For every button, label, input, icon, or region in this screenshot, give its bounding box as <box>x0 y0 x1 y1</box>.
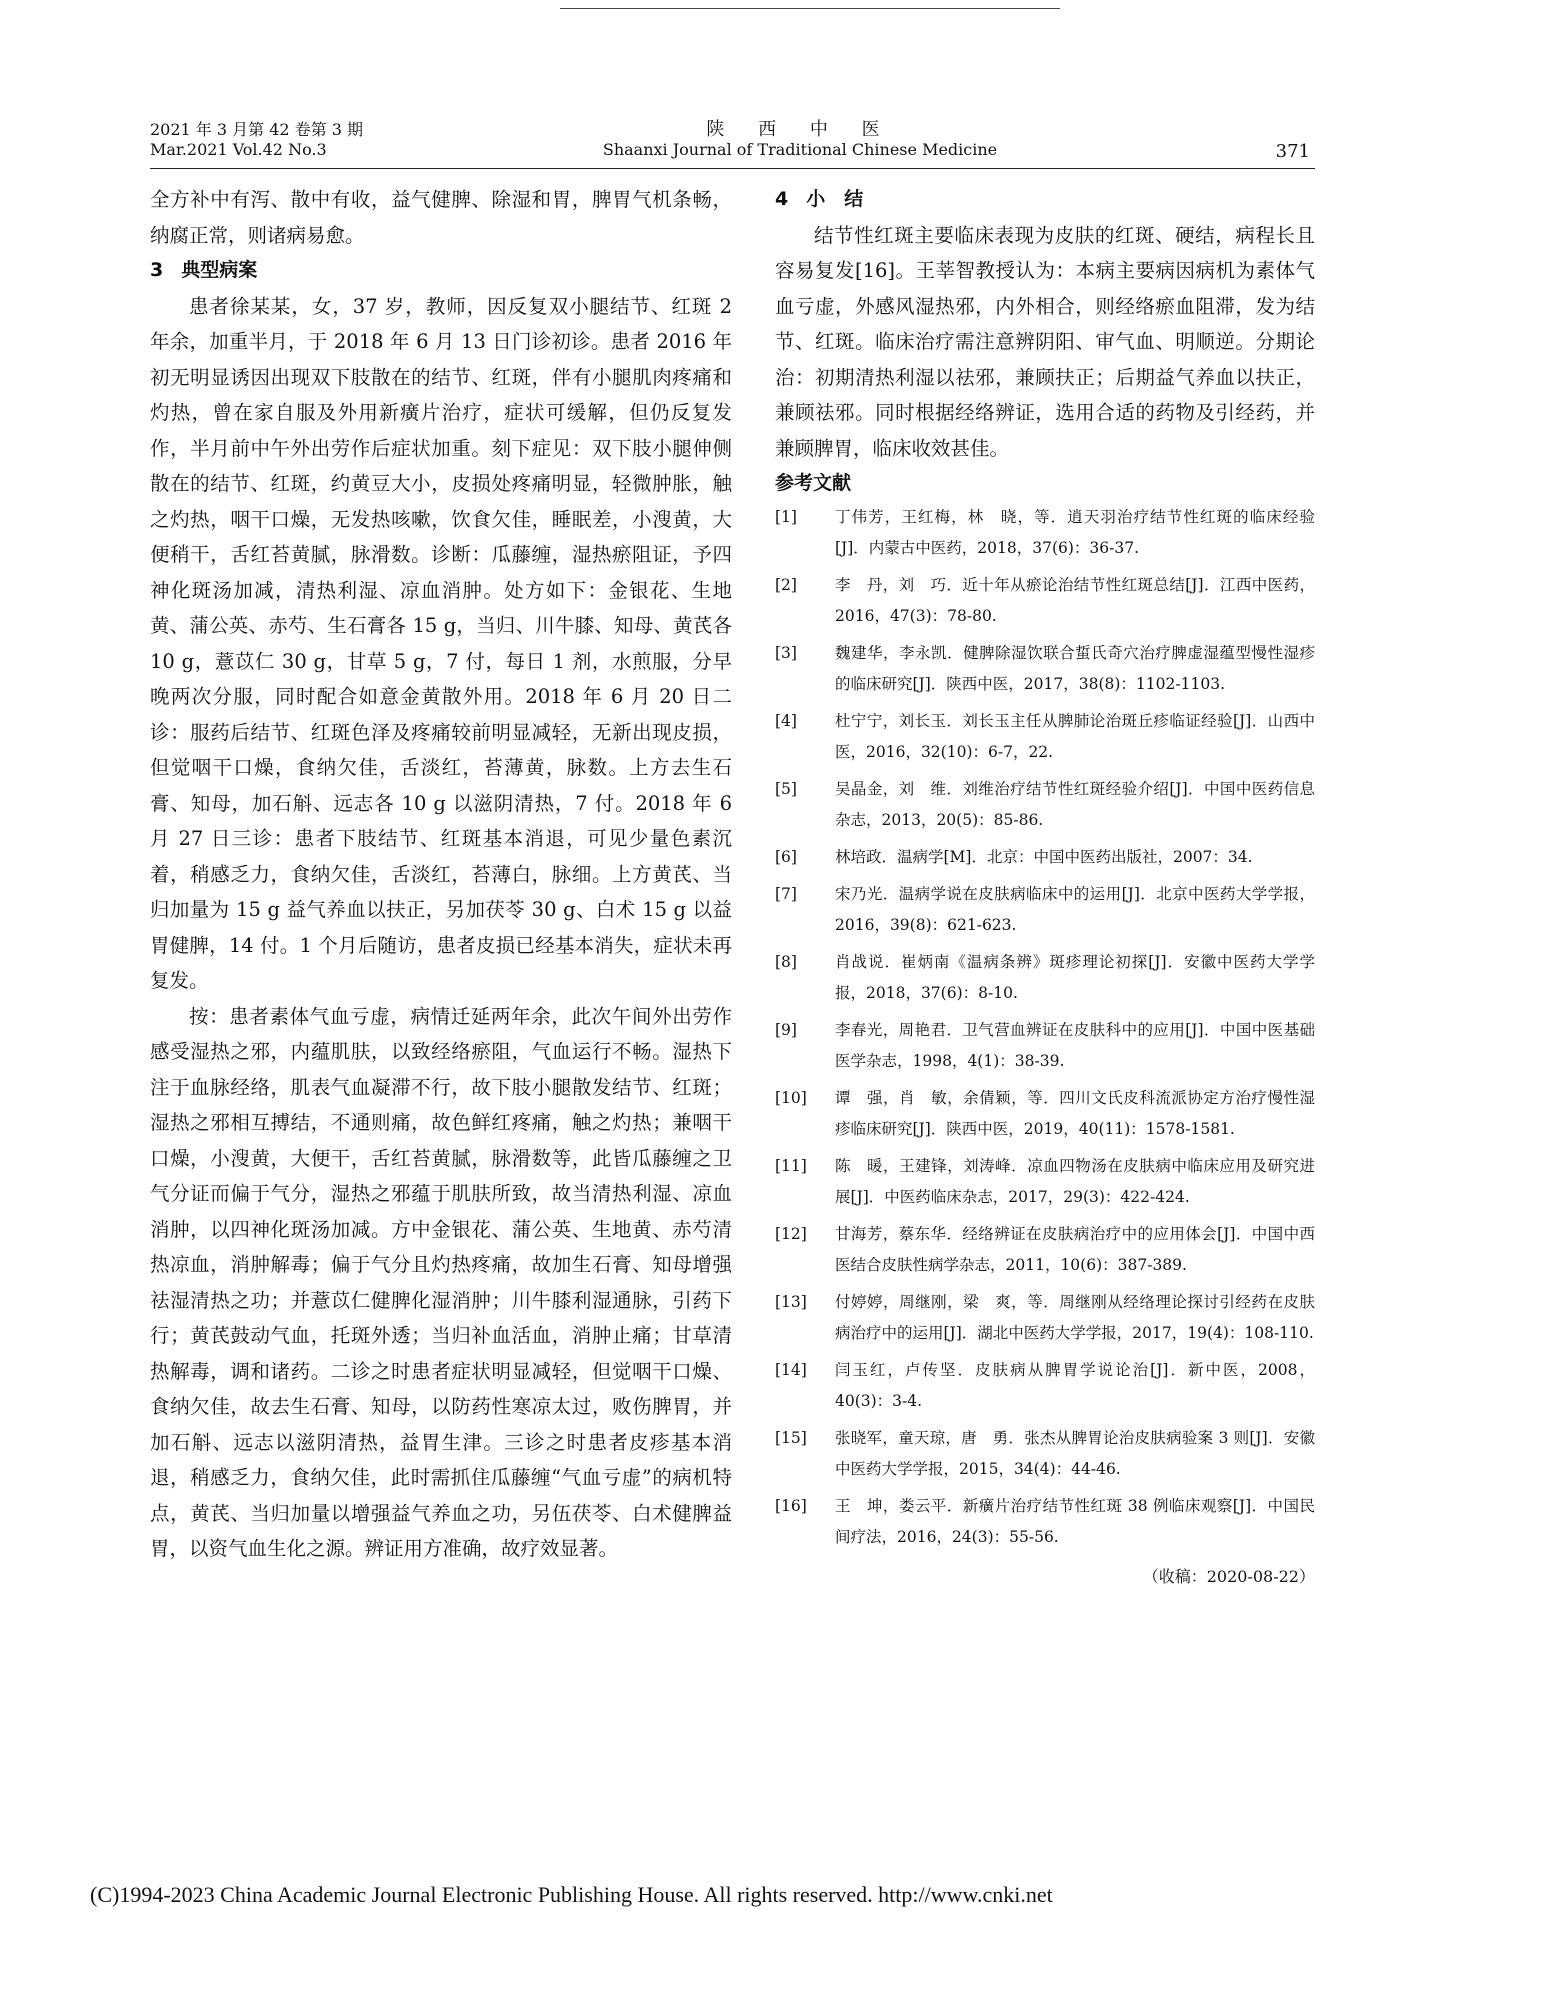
reference-number: [4] <box>775 711 797 730</box>
section-4-number: 4 <box>775 188 789 210</box>
reference-number: [10] <box>775 1088 807 1107</box>
section-4-heading <box>775 182 1315 218</box>
section-3-heading <box>150 253 732 289</box>
right-column <box>775 182 1315 1594</box>
references-heading: 参考文献 <box>775 472 852 494</box>
reference-number: [16] <box>775 1496 807 1515</box>
summary-paragraph: 结节性红斑主要临床表现为皮肤的红斑、硬结，病程长且容易复发[16]。王莘智教授认为：本病主要病因病机为素体气血亏虚，外感风湿热邪，内外相合，则经络瘀血阻滞，发为结节、红斑。临床治疗需注意辨阴阳、审气血、明顺逆。分期论治：初期清热利湿以祛邪，兼顾扶正；后期益气养血以扶正，兼顾祛邪。同时根据经络辨证，选用合适的药物及引经药，并兼顾脾胃，临床收效甚佳。 <box>775 223 1315 460</box>
issue-en: Mar.2021 Vol.42 No.3 <box>150 140 327 159</box>
reference-number: [9] <box>775 1020 797 1039</box>
reference-number: [6] <box>775 847 797 866</box>
reference-item <box>775 1083 1315 1145</box>
reference-number: [5] <box>775 779 797 798</box>
top-rule <box>560 8 1060 9</box>
reference-text: 张晓军，童天琼，唐 勇．张杰从脾胃论治皮肤病验案 3 则[J]．安徽中医药大学学报，2015，34(4)：44-46. <box>835 1428 1315 1478</box>
reference-item <box>775 706 1315 768</box>
reference-number: [2] <box>775 575 797 594</box>
section-3-number: 3 <box>150 259 164 281</box>
reference-text: 甘海芳，蔡东华．经络辨证在皮肤病治疗中的应用体会[J]．中国中西医结合皮肤性病学杂志，2011，10(6)：387-389. <box>835 1224 1315 1274</box>
reference-text: 宋乃光．温病学说在皮肤病临床中的运用[J]．北京中医药大学学报，2016，39(8)：621-623. <box>835 884 1315 934</box>
reference-text: 李 丹，刘 巧．近十年从瘀论治结节性红斑总结[J]．江西中医药，2016，47(3)：78-80. <box>835 575 1315 625</box>
reference-item <box>775 879 1315 941</box>
reference-item <box>775 1151 1315 1213</box>
section-3-title: 典型病案 <box>181 259 258 281</box>
reference-number: [14] <box>775 1360 807 1379</box>
comment-paragraph: 按：患者素体气血亏虚，病情迁延两年余，此次午间外出劳作感受湿热之邪，内蕴肌肤，以致经络瘀阻，气血运行不畅。湿热下注于血脉经络，肌表气血凝滞不行，故下肢小腿散发结节、红斑；湿热之邪相互搏结，不通则痛，故色鲜红疼痛，触之灼热；兼咽干口燥，小溲黄，大便干，舌红苔黄腻，脉滑数等，此皆瓜藤缠之卫气分证而偏于气分，湿热之邪蕴于肌肤所致，故当清热利湿、凉血消肿，以四神化斑汤加减。方中金银花、蒲公英、生地黄、赤芍清热凉血，消肿解毒；偏于气分且灼热疼痛，故加生石膏、知母增强祛湿清热之功；并薏苡仁健脾化湿消肿；川牛膝利湿通脉，引药下行；黄芪鼓动气血，托斑外透；当归补血活血，消肿止痛；甘草清热解毒，调和诸药。二诊之时患者症状明显减轻，但觉咽干口燥、食纳欠佳，故去生石膏、知母，以防药性寒凉太过，败伤脾胃，并加石斛、远志以滋阴清热，益胃生津。三诊之时患者皮疹基本消退，稍感乏力，食纳欠佳，此时需抓住瓜藤缠“气血亏虚”的病机特点，黄芪、当归加量以增强益气养血之功，另伍茯苓、白术健脾益胃，以资气血生化之源。辨证用方准确，故疗效显著。 <box>150 1004 732 1560</box>
reference-number: [11] <box>775 1156 807 1175</box>
reference-item <box>775 570 1315 632</box>
reference-item <box>775 842 1315 873</box>
reference-text: 李春光，周艳君．卫气营血辨证在皮肤科中的应用[J]．中国中医基础医学杂志，1998，4(1)：38-39. <box>835 1020 1315 1070</box>
reference-text: 付婷婷，周继刚，梁 爽，等．周继刚从经络理论探讨引经药在皮肤病治疗中的运用[J]．湖北中医药大学学报，2017，19(4)：108-110. <box>835 1292 1315 1342</box>
case-paragraph: 患者徐某某，女，37 岁，教师，因反复双小腿结节、红斑 2 年余，加重半月，于 2018 年 6 月 13 日门诊初诊。患者 2016 年初无明显诱因出现双下肢散在的结节、红斑，伴有小腿肌肉疼痛和灼热，曾在家自服及外用新癀片治疗，症状可缓解，但仍反复发作，半月前中午外出劳作后症状加重。刻下症见：双下肢小腿伸侧散在的结节、红斑，约黄豆大小，皮损处疼痛明显，轻微肿胀，触之灼热，咽干口燥，无发热咳嗽，饮食欠佳，睡眠差，小溲黄，大便稍干，舌红苔黄腻，脉滑数。诊断：瓜藤缠，湿热瘀阻证，予四神化斑汤加减，清热利湿、凉血消肿。处方如下：金银花、生地黄、蒲公英、赤芍、生石膏各 15 g，当归、川牛膝、知母、黄芪各 10 g，薏苡仁 30 g，甘草 5 g，7 付，每日 1 剂，水煎服，分早晚两次分服，同时配合如意金黄散外用。2018 年 6 月 20 日二诊：服药后结节、红斑色泽及疼痛较前明显减轻，无新出现皮损，但觉咽干口燥，食纳欠佳，舌淡红，苔薄黄，脉数。上方去生石膏、知母，加石斛、远志各 10 g 以滋阴清热，7 付。2018 年 6 月 27 日三诊：患者下肢结节、红斑基本消退，可见少量色素沉着，稍感乏力，食纳欠佳，舌淡红，苔薄白，脉细。上方黄芪、当归加量为 15 g 益气养血以扶正，另加茯苓 30 g、白术 15 g 以益胃健脾，14 付。1 个月后随访，患者皮损已经基本消失，症状未再复发。 <box>150 294 732 992</box>
page-number: 371 <box>1275 141 1310 162</box>
reference-list <box>775 502 1315 1553</box>
reference-item <box>775 774 1315 836</box>
section-4-title: 小 结 <box>806 188 864 210</box>
reference-text: 林培政．温病学[M]．北京：中国中医药出版社，2007：34. <box>835 847 1253 866</box>
reference-text: 闫玉红，卢传坚．皮肤病从脾胃学说论治[J]．新中医，2008，40(3)：3-4. <box>835 1360 1315 1410</box>
reference-item <box>775 1287 1315 1349</box>
reference-text: 谭 强，肖 敏，余倩颖，等．四川文氏皮科流派协定方治疗慢性湿疹临床研究[J]．陕西中医，2019，40(11)：1578-1581. <box>835 1088 1315 1138</box>
reference-text: 王 坤，娄云平．新癀片治疗结节性红斑 38 例临床观察[J]．中国民间疗法，2016，24(3)：55-56. <box>835 1496 1315 1546</box>
reference-number: [15] <box>775 1428 807 1447</box>
reference-number: [3] <box>775 643 797 662</box>
reference-number: [7] <box>775 884 797 903</box>
reference-text: 肖战说．崔炳南《温病条辨》斑疹理论初探[J]．安徽中医药大学学报，2018，37(6)：8-10. <box>835 952 1315 1002</box>
reference-text: 杜宁宁，刘长玉．刘长玉主任从脾肺论治斑丘疹临证经验[J]．山西中医，2016，32(10)：6-7，22. <box>835 711 1315 761</box>
reference-item <box>775 1491 1315 1553</box>
received-date: （收稿：2020-08-22） <box>1142 1566 1315 1586</box>
reference-item <box>775 1015 1315 1077</box>
issue-info <box>150 120 363 160</box>
reference-text: 魏建华，李永凯．健脾除湿饮联合蜇氏奇穴治疗脾虚湿蕴型慢性湿疹的临床研究[J]．陕西中医，2017，38(8)：1102-1103. <box>835 643 1315 693</box>
reference-text: 陈 暖，王建锋，刘涛峰．凉血四物汤在皮肤病中临床应用及研究进展[J]．中医药临床杂志，2017，29(3)：422-424. <box>835 1156 1315 1206</box>
journal-title-zh: 陕 西 中 医 <box>706 119 894 140</box>
reference-number: [12] <box>775 1224 807 1243</box>
issue-zh: 2021 年 3 月第 42 卷第 3 期 <box>150 120 364 139</box>
reference-item <box>775 638 1315 700</box>
reference-item <box>775 1355 1315 1417</box>
intro-paragraph: 全方补中有泻、散中有收，益气健脾、除湿和胃，脾胃气机条畅，纳腐正常，则诸病易愈。 <box>150 188 732 247</box>
journal-title <box>520 120 1080 160</box>
header-rule <box>150 168 1315 169</box>
journal-title-en: Shaanxi Journal of Traditional Chinese Medicine <box>602 140 998 159</box>
copyright-footer: (C)1994-2023 China Academic Journal Electronic Publishing House. All rights reserved. http://www.cnki.net <box>90 1882 1053 1907</box>
reference-item <box>775 1423 1315 1485</box>
reference-item <box>775 1219 1315 1281</box>
reference-number: [13] <box>775 1292 807 1311</box>
left-column <box>150 182 732 1567</box>
reference-item <box>775 502 1315 564</box>
reference-text: 丁伟芳，王红梅，林 晓，等．逍天羽治疗结节性红斑的临床经验[J]．内蒙古中医药，2018，37(6)：36-37. <box>835 507 1315 557</box>
reference-item <box>775 947 1315 1009</box>
reference-text: 吴晶金，刘 维．刘维治疗结节性红斑经验介绍[J]．中国中医药信息杂志，2013，20(5)：85-86. <box>835 779 1315 829</box>
reference-number: [8] <box>775 952 797 971</box>
reference-number: [1] <box>775 507 797 526</box>
